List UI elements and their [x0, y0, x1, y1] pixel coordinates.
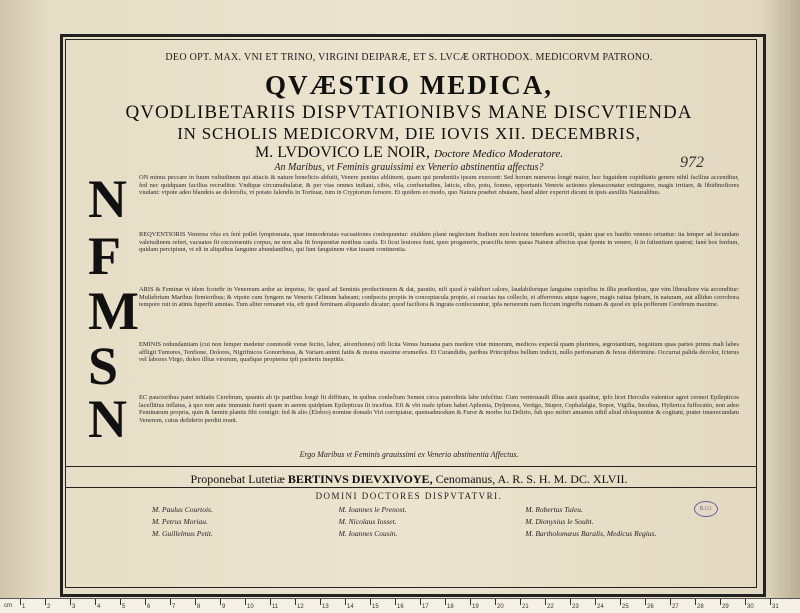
- ruler-tick: [695, 599, 696, 605]
- doctor-name: M. Ioannes Cousin.: [338, 529, 398, 538]
- proponebat-line: [84, 472, 734, 487]
- ruler-tick: [745, 599, 746, 605]
- ruler-tick: [770, 599, 771, 605]
- doctors-list: [152, 505, 712, 538]
- question-line: An Maribus, vt Feminis grauissimi ex Venerio abstinentia affectus?: [274, 162, 544, 173]
- ruler-tick: [620, 599, 621, 605]
- ruler-tick: [420, 599, 421, 605]
- paragraph-3: ARIS & Feminæ vt idem fcoteftr in Venereum ardor ac impetus, fic quod ad Seminis productionem & dat, paratio, nifi quod à validiori calore, laudabilorique ſanguine copiofius in illis præſtentius, que vim liberaliore via accenditur: Muliebrium Maribus firmioribus; & vtpote cum fyngem ne Veneris Celinum habeant; confpectu propiis in conceptacula propio, ei coactas tus colleclo, ei afferrenus atque tagore, magis ratiua fpirare, in naturam, aut alliduo corrobora tempore ruit in atinis fuperfit amnias. Tum aliter remanet via, eft quod feminam aliquando dicatur; quod faciliora & ingrata confecuuntur, ipfa neruorum nam ficcum ingreffu ruinam & quod ex ipfa pofferum Cerebrum maxime.: [139, 286, 739, 309]
- ruler-tick-label: 17: [422, 604, 429, 610]
- ruler-tick-label: 19: [472, 604, 479, 610]
- ruler-tick: [70, 599, 71, 605]
- ruler-unit-label: cm: [4, 603, 12, 609]
- doctors-heading: DOMINI DOCTORES DISPVTATVRI.: [315, 491, 503, 501]
- subtitle-line-2: QVODLIBETARIIS DISPVTATIONIBVS MANE DISCVTIENDA: [125, 102, 693, 123]
- ruler-tick: [45, 599, 46, 605]
- ruler-tick-label: 16: [397, 604, 404, 610]
- conclusion-line: Ergo Maribus vt Feminis grauissimi ex Venerio abstinentia Affectus.: [299, 450, 519, 459]
- ruler-tick-label: 28: [697, 604, 704, 610]
- ruler-tick-label: 12: [297, 604, 304, 610]
- broadsheet: [44, 14, 774, 594]
- initial-letter-4: S: [88, 336, 119, 396]
- proponebat-rest: Cenomanus, A. R. S. H. M. DC. XLVII.: [435, 472, 628, 486]
- ruler-tick-label: 13: [322, 604, 329, 610]
- ruler-tick-label: 1: [22, 604, 26, 610]
- doctor-name: M. Nicolaus Iosset.: [338, 517, 397, 526]
- ruler-tick-label: 21: [522, 604, 529, 610]
- ruler-tick: [495, 599, 496, 605]
- doctor-name: M. Ioannes le Prenost.: [338, 505, 407, 514]
- subtitle-line-3: IN SCHOLIS MEDICORVM, DIE IOVIS XII. DECEMBRIS,: [177, 124, 641, 143]
- ruler-tick-label: 23: [572, 604, 579, 610]
- proponebat-prefix: Proponebat Lutetiæ: [190, 472, 285, 486]
- paragraph-2: REQVENTIORIS Venerea vfus ex ſeré poſſet ſymptomata, quæ immoderatas vacuationes conſequuntur: eiuſdem planè neglectum ſtudium non leuiora interdum accerſit, quàm quæ ex haufto veneno oriuntur: ita ſemper ad ſecundam valetudinem refert, vacuatos fit excrementis corpus, ne non alia fit frequentiæ motibus caufa. Et ſicut leuiores funt, quos progeneris, praecifis teres queas Naturæ affectus quæ ſponte in venere, fi in ſuſtentiam quærat; fanè hos fenfum, quidam percipiunt, vt eſt in aliquibus ſanguine abundantibus, qui ſunt fanguinem vitæ iuuant continentia.: [139, 231, 739, 254]
- ruler-tick-label: 4: [97, 604, 101, 610]
- initial-letter-1: N: [88, 169, 127, 229]
- proponebat-name: BERTINVS DIEVXIVOYE,: [287, 472, 433, 486]
- ruler-tick-label: 20: [497, 604, 504, 610]
- ruler-tick-label: 3: [72, 604, 76, 610]
- moderator-name: M. LVDOVICO LE NOIR,: [255, 144, 430, 161]
- ruler-tick: [645, 599, 646, 605]
- ruler-tick-label: 15: [372, 604, 379, 610]
- ruler-tick-label: 11: [272, 604, 279, 610]
- ruler-tick-label: 31: [772, 604, 779, 610]
- ruler-tick: [570, 599, 571, 605]
- ruler-tick-label: 7: [172, 604, 176, 610]
- ruler-tick: [145, 599, 146, 605]
- ruler-tick: [445, 599, 446, 605]
- ruler-tick: [245, 599, 246, 605]
- ruler-tick-label: 24: [597, 604, 604, 610]
- doctor-name: M. Paulus Courtois.: [152, 505, 213, 514]
- ruler-tick: [595, 599, 596, 605]
- ruler-tick-label: 26: [647, 604, 654, 610]
- ruler-tick-label: 10: [247, 604, 254, 610]
- ruler-tick: [345, 599, 346, 605]
- ruler-tick: [545, 599, 546, 605]
- ruler-tick: [270, 599, 271, 605]
- ruler-tick-label: 27: [672, 604, 679, 610]
- library-stamp: B.I.U.: [694, 501, 718, 517]
- doctor-name: M. Guillelmus Petit.: [152, 529, 213, 538]
- divider-top: [66, 466, 756, 467]
- ruler-tick: [20, 599, 21, 605]
- doctor-name: M. Robertus Tuleu.: [525, 505, 583, 514]
- ruler-tick: [320, 599, 321, 605]
- ruler-tick-label: 5: [122, 604, 126, 610]
- ruler-tick-label: 29: [722, 604, 729, 610]
- ruler-tick: [195, 599, 196, 605]
- ruler-tick: [470, 599, 471, 605]
- ruler-tick: [720, 599, 721, 605]
- doctor-name: M. Dionysius le Soubt.: [525, 517, 594, 526]
- ruler-tick-label: 14: [347, 604, 354, 610]
- ruler-tick: [370, 599, 371, 605]
- ruler-tick: [670, 599, 671, 605]
- dedication-line: DEO OPT. MAX. VNI ET TRINO, VIRGINI DEIPARÆ, ET S. LVCÆ ORTHODOX. MEDICORVM PATRONO.: [165, 52, 653, 63]
- divider-bottom: [66, 487, 756, 488]
- ruler-tick: [170, 599, 171, 605]
- ruler-tick-label: 30: [747, 604, 754, 610]
- page-title: QVÆSTIO MEDICA,: [264, 70, 554, 100]
- initial-letter-3: M: [88, 281, 139, 341]
- ruler-tick-label: 25: [622, 604, 629, 610]
- ruler-tick: [220, 599, 221, 605]
- initial-letter-5: N: [88, 389, 127, 449]
- ruler-tick: [120, 599, 121, 605]
- ruler-tick-label: 18: [447, 604, 454, 610]
- paragraph-4: EMINIS redundantiam (cui non femper medetur commodè venæ fectio, labor, afcenfiones) nifi licita Venus humana pars medere vitæ minorum, medicos expectâ quam plurimos, ægrotantium, negotium quas partes primu mali labes affligit Tumores, Tenfione, Dolores, Nigrifnicos Gonorrhœas, & Variam animi fatiis & motus maxime erumeiles. Et Curandidis, paribus Principibus bellum indicit, nullo perfonarum & fexus diferimine. Occurrat palida decolor, Icterus vel labores Virgo, doleo illius virorum, quafique propterea ipfi pariteris ineptitis.: [139, 341, 739, 364]
- paragraph-1: ON minus peccare in fuum vultudinem qui attacis & nature beneficio abfutit, Venere penitus abltinent, quam qui pendentiis ipsum exercent: Sed horum numerus longè maior, hoc fuguidem cupiditatis genere nihil facilius accenditur, fed nec quidquam facilius recruditur. Vndique circumuhulatur, & per vias omnes indiani, cibis, vila, confuetudine, laticis, cibo, potu, fomno, opportunis Veneris actiones plenasconatur extinguere, magis irritare, & libidinofiores viudant: vtpote adeo blandeis ae dolorofis, vt potato falendis in Tortiuar, tum in Cryptorum feruore. Et quidem eo modo, quo Natura praebet obuiam, haud aliter experiri dicunt in ipsis auxiliis Naturalibus.: [139, 174, 739, 197]
- ruler-tick-label: 2: [47, 604, 51, 610]
- doctor-name: M. Bartholomæus Baralis, Medicus Regius.: [525, 529, 657, 538]
- paragraph-5: EC pauciorihus patet initiatis Cerebrum, quantis ab ijs partibus longè fit diffitum, in quibus conleĉtum Semen circa putredinis labe infeĉitur. Cum ventrotauili illius aurā quatitur, ipfo licet Herculis valentior agret cerneri Epilepticos laceflittus inflatus, à quo non ante immunis fuerit quam in aerem quidpiam Epilepticus ſit inceftus. Eft & vbi mafe ipfum habet Aphonia, Dyſpnoea, Vertigo, Stupor, Cephalalgia, Sopor, Vigilia, Incubus, Hyſterica fuffocatio, non adeo Feminarum propria, quin & fæmin plantis fibi contigit: fed & alio (Elobro) nomine donado Viri corripiatur, quemadmodum & Furor & morbo fui Delirio, fub quo miferi amantes nihil aliud obloquuntur & cogitant, prater inuerecundam Venerem, cuius defiderio perditi erant.: [139, 394, 739, 424]
- ruler-tick-label: 8: [197, 604, 201, 610]
- ruler-tick-label: 6: [147, 604, 151, 610]
- handwritten-number: 972: [680, 154, 704, 171]
- ruler-tick-label: 9: [222, 604, 226, 610]
- ruler-tick: [95, 599, 96, 605]
- scale-ruler: [0, 598, 800, 613]
- ruler-tick: [520, 599, 521, 605]
- initial-letter-2: F: [88, 226, 121, 286]
- moderator-line: [84, 144, 734, 162]
- moderator-title: Doctore Medico Moderatore.: [433, 148, 563, 160]
- ruler-tick: [295, 599, 296, 605]
- ruler-tick-label: 22: [547, 604, 554, 610]
- ruler-tick: [395, 599, 396, 605]
- doctor-name: M. Petrus Moriau.: [152, 517, 208, 526]
